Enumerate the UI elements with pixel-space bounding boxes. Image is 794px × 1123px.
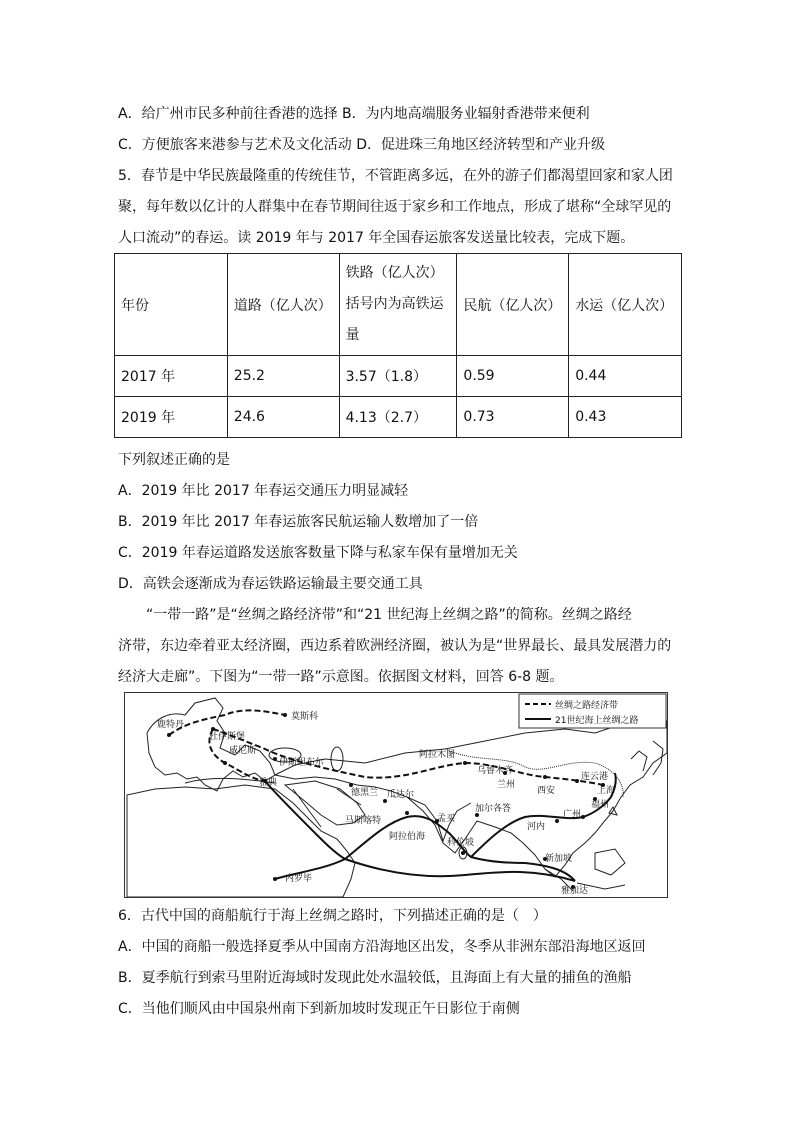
label-arabian-sea: 阿拉伯海 xyxy=(389,832,426,842)
city-dot xyxy=(273,757,277,761)
label-fuzhou: 福州 xyxy=(591,800,610,810)
city-dot xyxy=(581,815,585,819)
passage-line1: “一带一路”是“丝绸之路经济带”和“21 世纪海上丝绸之路”的简称。丝绸之路经 xyxy=(146,607,632,623)
korea-coast xyxy=(631,751,647,771)
red-sea xyxy=(293,789,321,827)
legend-sea-label: 21世纪海上丝绸之路 xyxy=(555,716,639,726)
label-gwadar: 瓜达尔 xyxy=(387,790,415,800)
city-dot xyxy=(405,811,409,815)
belt-road-map xyxy=(124,692,668,898)
label-athens: 雅典 xyxy=(259,778,278,788)
q5-stem-line3: 人口流动”的春运。读 2019 年与 2017 年全国春运旅客发送量比较表，完成下题。 xyxy=(118,230,635,246)
label-kolkata: 加尔各答 xyxy=(475,804,512,814)
header-year: 年份 xyxy=(115,254,228,356)
label-hanoi: 河内 xyxy=(527,822,546,832)
label-lianyungang: 连云港 xyxy=(581,772,609,782)
city-dot xyxy=(543,775,547,779)
q4-options-ab: A．给广州市民多种前往香港的选择 B．为内地高端服务业辐射香港带来便利 xyxy=(118,106,590,122)
africa-coast xyxy=(127,785,355,897)
label-jakarta: 雅加达 xyxy=(561,886,589,896)
header-water: 水运（亿人次） xyxy=(569,254,682,356)
q4-options-cd: C．方便旅客来港参与艺术及文化活动 D．促进珠三角地区经济转型和产业升级 xyxy=(118,137,606,153)
label-guangzhou: 广州 xyxy=(563,810,582,820)
label-istanbul: 伊斯坦布尔 xyxy=(279,758,325,768)
label-shanghai: 上海 xyxy=(597,786,616,796)
label-muscat: 马斯喀特 xyxy=(345,816,382,826)
cell-year: 2017 年 xyxy=(115,356,228,397)
q5-option-c: C．2019 年春运道路发送旅客数量下降与私家车保有量增加无关 xyxy=(118,545,518,561)
cell-air: 0.73 xyxy=(457,397,569,438)
label-venice: 威尼斯 xyxy=(229,746,257,756)
header-rail-line2: 括号内为高铁运 xyxy=(345,296,444,312)
caspian-sea xyxy=(331,747,343,771)
city-dot xyxy=(283,713,287,717)
cell-air: 0.59 xyxy=(457,356,569,397)
label-moscow: 莫斯科 xyxy=(291,712,319,722)
q5-stem-line1: 5．春节是中华民族最隆重的传统佳节，不管距离多远，在外的游子们都渴望回家和家人团 xyxy=(118,168,673,184)
header-road: 道路（亿人次） xyxy=(227,254,339,356)
city-dot xyxy=(349,783,353,787)
q6-option-b: B．夏季航行到索马里附近海域时发现此处水温较低，且海面上有大量的捕鱼的渔船 xyxy=(118,970,632,986)
header-rail xyxy=(339,254,457,356)
cell-road: 24.6 xyxy=(227,397,339,438)
passage-line2: 济带，东边牵着亚太经济圈，西边系着欧洲经济圈，被认为是“世界最长、最具发展潜力的 xyxy=(118,638,672,654)
label-rotterdam: 鹿特丹 xyxy=(157,720,185,730)
cell-water: 0.43 xyxy=(569,397,682,438)
legend-land-label: 丝绸之路经济带 xyxy=(555,701,619,711)
city-dot xyxy=(273,877,277,881)
q5-option-b: B．2019 年比 2017 年春运旅客民航运输人数增加了一倍 xyxy=(118,514,479,530)
city-dot xyxy=(167,733,171,737)
city-dot xyxy=(555,819,559,823)
city-dot xyxy=(461,851,465,855)
label-lanzhou: 兰州 xyxy=(497,780,516,790)
header-rail-line1: 铁路（亿人次） xyxy=(345,265,444,281)
label-almaty: 阿拉木图 xyxy=(419,750,456,760)
spring-transport-table xyxy=(114,253,682,438)
city-dot xyxy=(211,727,215,731)
label-urumqi: 乌鲁木齐 xyxy=(477,766,514,776)
label-colombo: 科伦坡 xyxy=(447,838,475,848)
table-row xyxy=(115,356,682,397)
header-rail-line3: 量 xyxy=(345,327,360,343)
q5-option-d: D．高铁会逐渐成为春运铁路运输最主要交通工具 xyxy=(118,576,423,592)
city-dot xyxy=(463,761,467,765)
label-singapore: 新加坡 xyxy=(545,854,573,864)
q6-stem: 6．古代中国的商船航行于海上丝绸之路时，下列描述正确的是（ ） xyxy=(118,908,547,924)
label-duisburg: 杜伊斯堡 xyxy=(209,732,246,742)
asia-coast xyxy=(275,717,667,877)
cell-year: 2019 年 xyxy=(115,397,228,438)
cell-rail: 3.57（1.8） xyxy=(339,356,457,397)
japan-coast xyxy=(653,741,663,775)
city-dot xyxy=(223,761,227,765)
q6-option-a: A．中国的商船一般选择夏季从中国南方沿海地区出发，冬季从非洲东部沿海地区返回 xyxy=(118,939,646,955)
passage-line3: 经济大走廊”。下图为“一带一路”示意图。依据图文材料，回答 6-8 题。 xyxy=(118,669,564,685)
q5-option-a: A．2019 年比 2017 年春运交通压力明显减轻 xyxy=(118,483,409,499)
q5-question: 下列叙述正确的是 xyxy=(118,452,230,468)
cell-water: 0.44 xyxy=(569,356,682,397)
label-nairobi: 内罗毕 xyxy=(285,874,313,884)
label-tehran: 德黑兰 xyxy=(351,788,379,798)
table-row xyxy=(115,397,682,438)
label-mumbai: 孟买 xyxy=(437,814,456,824)
city-dot xyxy=(575,779,579,783)
borneo-island xyxy=(595,849,625,875)
label-xian: 西安 xyxy=(537,786,556,796)
cell-rail: 4.13（2.7） xyxy=(339,397,457,438)
table-header-row xyxy=(115,254,682,356)
q5-stem-line2: 聚，每年数以亿计的人群集中在春节期间往返于家乡和工作地点，形成了堪称“全球罕见的 xyxy=(118,199,672,215)
header-air: 民航（亿人次） xyxy=(457,254,569,356)
q6-option-c: C．当他们顺风由中国泉州南下到新加坡时发现正午日影位于南侧 xyxy=(118,1001,520,1017)
cell-road: 25.2 xyxy=(227,356,339,397)
